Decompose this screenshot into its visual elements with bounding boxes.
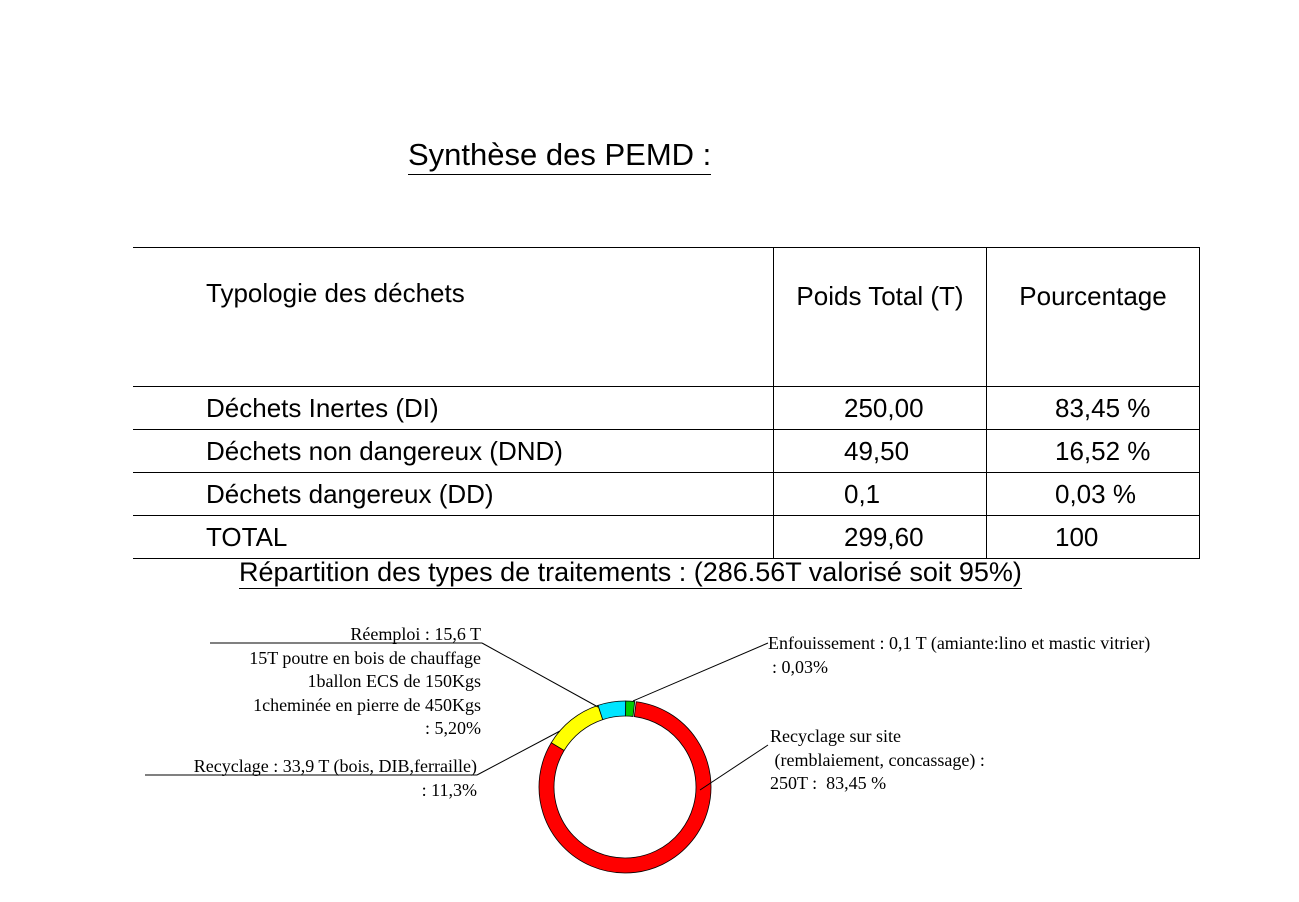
cell-type: Déchets dangereux (DD) xyxy=(133,473,774,516)
enfouissement-title: Enfouissement : 0,1 T (amiante:lino et mastic vitrier) xyxy=(768,633,1151,653)
enfouissement-leader xyxy=(633,643,768,701)
donut-slice xyxy=(551,705,602,750)
annotation-recyclage-site xyxy=(770,725,985,796)
annotation-recyclage xyxy=(194,755,477,802)
cell-percent: 16,52 % xyxy=(987,430,1200,473)
header-typologie: Typologie des déchets xyxy=(133,248,774,387)
donut-slices xyxy=(539,701,711,873)
reemploi-line: : 5,20% xyxy=(425,718,481,738)
recyclage-site-line: 250T : 83,45 % xyxy=(770,773,887,793)
cell-weight: 299,60 xyxy=(774,516,987,559)
cell-percent: 100 xyxy=(987,516,1200,559)
cell-type: Déchets non dangereux (DND) xyxy=(133,430,774,473)
enfouissement-line: : 0,03% xyxy=(772,656,828,677)
reemploi-line: 15T poutre en bois de chauffage xyxy=(249,647,481,668)
chart-subtitle: Répartition des types de traitements : (286.56T valorisé soit 95%) xyxy=(239,557,1022,587)
annotation-reemploi xyxy=(249,623,481,741)
annotation-enfouissement xyxy=(768,632,1150,679)
cell-type: TOTAL xyxy=(133,516,774,559)
page-title: Synthèse des PEMD : xyxy=(408,136,711,175)
reemploi-line: 1ballon ECS de 150Kgs xyxy=(307,671,481,691)
cell-percent: 0,03 % xyxy=(987,473,1200,516)
recyclage-site-line: Recyclage sur site xyxy=(770,726,901,746)
recyclage-site-leader xyxy=(700,745,768,790)
reemploi-leader xyxy=(482,643,598,707)
recyclage-line: : 11,3% xyxy=(421,779,477,800)
donut-slice xyxy=(626,701,635,716)
donut-slice xyxy=(598,701,626,720)
recyclage-title: Recyclage : 33,9 T (bois, DIB,ferraille) xyxy=(193,756,477,776)
header-poids: Poids Total (T) xyxy=(774,248,987,387)
header-pourcentage: Pourcentage xyxy=(987,248,1200,387)
recyclage-site-line: (remblaiement, concassage) : xyxy=(770,749,985,770)
reemploi-title: Réemploi : 15,6 T xyxy=(350,624,481,644)
cell-weight: 49,50 xyxy=(774,430,987,473)
cell-type: Déchets Inertes (DI) xyxy=(133,387,774,430)
reemploi-line: 1cheminée en pierre de 450Kgs xyxy=(253,694,481,715)
cell-weight: 0,1 xyxy=(774,473,987,516)
cell-weight: 250,00 xyxy=(774,387,987,430)
cell-percent: 83,45 % xyxy=(987,387,1200,430)
